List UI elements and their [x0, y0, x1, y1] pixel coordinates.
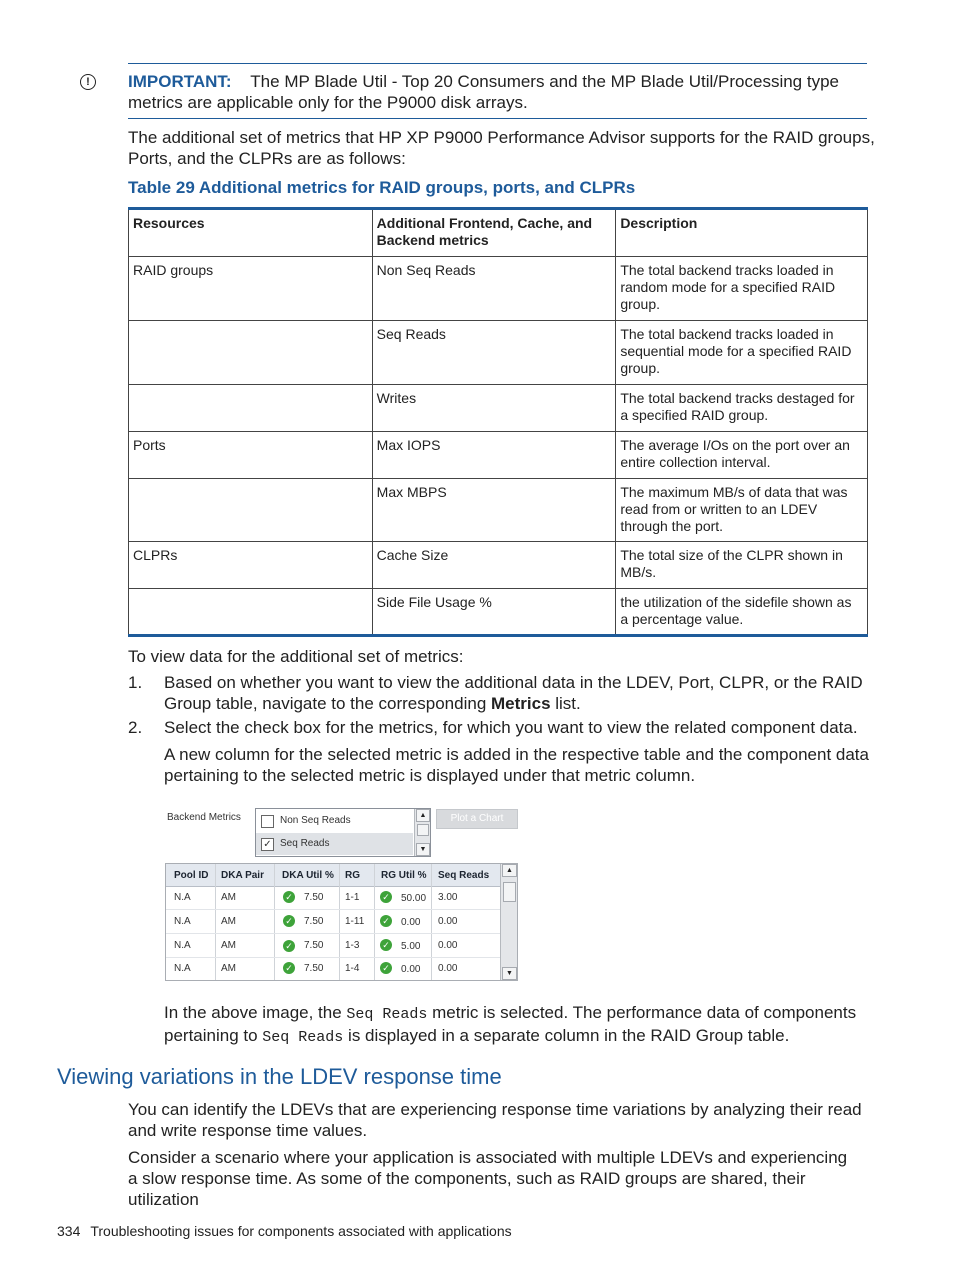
footer-title: Troubleshooting issues for components associated with applications [90, 1223, 512, 1239]
cell-metric: Non Seq Reads [372, 257, 616, 321]
table-row [129, 385, 868, 432]
note-bottom-rule [128, 118, 867, 119]
cell-pool-id: N.A [174, 963, 191, 974]
step-1-line-2: Group table, navigate to the corresponding [164, 694, 491, 713]
cell-resource: RAID groups [129, 257, 373, 321]
checkbox-seq-reads[interactable]: ✓ [261, 838, 274, 851]
section-paragraph-2 [128, 1147, 878, 1210]
list-item[interactable] [256, 833, 413, 855]
cell-rg: 1-3 [345, 940, 360, 951]
ok-status-icon: ✓ [283, 891, 295, 903]
important-text-1: The MP Blade Util - Top 20 Consumers and the MP Blade Util/Processing type [250, 72, 839, 91]
cell-dka-pair: AM [221, 892, 236, 903]
cell-description: The average I/Os on the port over an entire collection interval. [616, 432, 868, 479]
metrics-table [128, 207, 868, 637]
section-paragraph-1 [128, 1099, 878, 1141]
cell-description: The total backend tracks loaded in sequential mode for a specified RAID group. [616, 321, 868, 385]
cell-description: The total size of the CLPR shown in MB/s. [616, 542, 868, 589]
cell-description: the utilization of the sidefile shown as a percentage value. [616, 589, 868, 636]
cell-dka-util: 7.50 [304, 963, 324, 974]
metrics-term: Metrics [491, 694, 551, 713]
cell-rg-util: 0.00 [401, 964, 421, 975]
col-dka-util[interactable]: DKA Util % [282, 870, 334, 881]
table-row[interactable] [166, 934, 500, 958]
table-row [129, 479, 868, 542]
ok-status-icon: ✓ [380, 891, 392, 903]
cell-pool-id: N.A [174, 892, 191, 903]
cell-metric: Writes [372, 385, 616, 432]
cell-dka-pair: AM [221, 916, 236, 927]
cell-dka-util: 7.50 [304, 940, 324, 951]
important-note [128, 71, 868, 113]
page-number: 334 [57, 1223, 81, 1239]
table-row[interactable] [166, 957, 500, 980]
cell-dka-util: 7.50 [304, 916, 324, 927]
cell-metric: Seq Reads [372, 321, 616, 385]
step-2: Select the check box for the metrics, for which you want to view the related component data. [164, 718, 858, 737]
cell-dka-pair: AM [221, 963, 236, 974]
intro-paragraph [128, 127, 878, 169]
scroll-thumb-icon[interactable] [503, 882, 516, 902]
important-text-2: metrics are applicable only for the P9000 disk arrays. [128, 93, 528, 112]
cell-resource: CLPRs [129, 542, 373, 589]
ok-status-icon: ✓ [283, 940, 295, 952]
scroll-thumb-icon[interactable] [417, 824, 429, 836]
table-header-row [129, 209, 868, 257]
scroll-down-icon[interactable]: ▼ [502, 967, 517, 980]
cell-seq-reads: 0.00 [438, 940, 458, 951]
cell-rg-util: 0.00 [401, 917, 421, 928]
explanation-text: metric is selected. The performance data of components [427, 1003, 857, 1022]
cell-description: The total backend tracks loaded in random mode for a specified RAID group. [616, 257, 868, 321]
cell-resource [129, 479, 373, 542]
ok-status-icon: ✓ [380, 962, 392, 974]
explanation-text: In the above image, the [164, 1003, 347, 1022]
backend-metrics-list[interactable] [255, 808, 431, 857]
exclamation-icon: ! [80, 74, 96, 90]
cell-seq-reads: 0.00 [438, 963, 458, 974]
table-row [129, 257, 868, 321]
ok-status-icon: ✓ [283, 962, 295, 974]
header-description: Description [616, 209, 868, 257]
list-scrollbar[interactable] [414, 809, 430, 856]
step-2-detail [164, 744, 874, 786]
step-2-detail-line-1: A new column for the selected metric is added in the respective table and the component data [164, 745, 869, 764]
cell-rg: 1-4 [345, 963, 360, 974]
table-caption: Table 29 Additional metrics for RAID groups, ports, and CLPRs [128, 178, 636, 197]
explanation-text: pertaining to [164, 1026, 263, 1045]
cell-description: The total backend tracks destaged for a specified RAID group. [616, 385, 868, 432]
table-row [129, 432, 868, 479]
step-2-detail-line-2: pertaining to the selected metric is displayed under that metric column. [164, 766, 696, 785]
paragraph-line: a slow response time. As some of the components, such as RAID groups are shared, their utilization [128, 1169, 806, 1209]
table-row [129, 542, 868, 589]
paragraph-line: and write response time values. [128, 1121, 368, 1140]
col-seq-reads[interactable]: Seq Reads [438, 870, 490, 881]
cell-rg: 1-11 [345, 916, 365, 927]
explanation-text: is displayed in a separate column in the RAID Group table. [343, 1026, 790, 1045]
page-footer [57, 1223, 512, 1239]
steps-lead: To view data for the additional set of metrics: [128, 647, 464, 666]
seq-reads-code: Seq Reads [262, 1029, 344, 1046]
cell-resource: Ports [129, 432, 373, 479]
cell-metric: Cache Size [372, 542, 616, 589]
cell-seq-reads: 0.00 [438, 916, 458, 927]
scroll-down-icon[interactable]: ▼ [416, 843, 430, 856]
cell-description: The maximum MB/s of data that was read from or written to an LDEV through the port. [616, 479, 868, 542]
col-dka-pair[interactable]: DKA Pair [221, 870, 264, 881]
cell-seq-reads: 3.00 [438, 892, 458, 903]
paragraph-line: Consider a scenario where your application is associated with multiple LDEVs and experiencing [128, 1148, 848, 1167]
step-1-number: 1. [128, 673, 143, 692]
cell-pool-id: N.A [174, 940, 191, 951]
important-label: IMPORTANT: [128, 72, 232, 91]
ok-status-icon: ✓ [283, 915, 295, 927]
cell-resource [129, 321, 373, 385]
col-rg[interactable]: RG [345, 870, 360, 881]
list-item[interactable] [256, 810, 413, 832]
scroll-up-icon[interactable]: ▲ [416, 809, 430, 822]
col-pool-id[interactable]: Pool ID [174, 870, 209, 881]
option-label: Seq Reads [280, 838, 330, 849]
cell-rg-util: 50.00 [401, 893, 427, 904]
image-explanation [164, 1002, 884, 1048]
raid-group-grid [165, 863, 518, 981]
cell-metric: Max MBPS [372, 479, 616, 542]
plot-chart-button[interactable]: Plot a Chart [436, 809, 518, 829]
raid-group-screenshot [164, 806, 518, 980]
step-1-line-1: Based on whether you want to view the additional data in the LDEV, Port, CLPR, or the RAID [164, 673, 863, 692]
cell-rg-util: 5.00 [401, 941, 421, 952]
scroll-up-icon[interactable]: ▲ [502, 864, 517, 877]
backend-metrics-label: Backend Metrics [167, 812, 241, 823]
grid-scrollbar[interactable] [500, 864, 517, 980]
step-2-number: 2. [128, 718, 143, 737]
option-label: Non Seq Reads [280, 815, 351, 826]
table-row [129, 589, 868, 636]
cell-pool-id: N.A [174, 916, 191, 927]
paragraph-line: You can identify the LDEVs that are experiencing response time variations by analyzing their read [128, 1100, 862, 1119]
checkbox-non-seq-reads[interactable] [261, 815, 274, 828]
seq-reads-code: Seq Reads [346, 1006, 428, 1023]
intro-line-1: The additional set of metrics that HP XP P9000 Performance Advisor supports for the RAID groups, [128, 128, 875, 147]
col-rg-util[interactable]: RG Util % [381, 870, 427, 881]
step-1-line-2-end: list. [550, 694, 581, 713]
cell-metric: Side File Usage % [372, 589, 616, 636]
section-heading: Viewing variations in the LDEV response time [57, 1064, 502, 1089]
cell-dka-util: 7.50 [304, 892, 324, 903]
cell-rg: 1-1 [345, 892, 360, 903]
header-metrics: Additional Frontend, Cache, and Backend metrics [372, 209, 616, 257]
cell-resource [129, 589, 373, 636]
cell-metric: Max IOPS [372, 432, 616, 479]
table-row[interactable] [166, 910, 500, 934]
table-row[interactable] [166, 886, 500, 910]
cell-resource [129, 385, 373, 432]
cell-dka-pair: AM [221, 940, 236, 951]
table-row [129, 321, 868, 385]
intro-line-2: Ports, and the CLPRs are as follows: [128, 149, 406, 168]
ok-status-icon: ✓ [380, 939, 392, 951]
grid-header [166, 864, 500, 887]
header-resources: Resources [129, 209, 373, 257]
step-1 [164, 672, 874, 714]
ok-status-icon: ✓ [380, 915, 392, 927]
note-top-rule [128, 63, 867, 64]
